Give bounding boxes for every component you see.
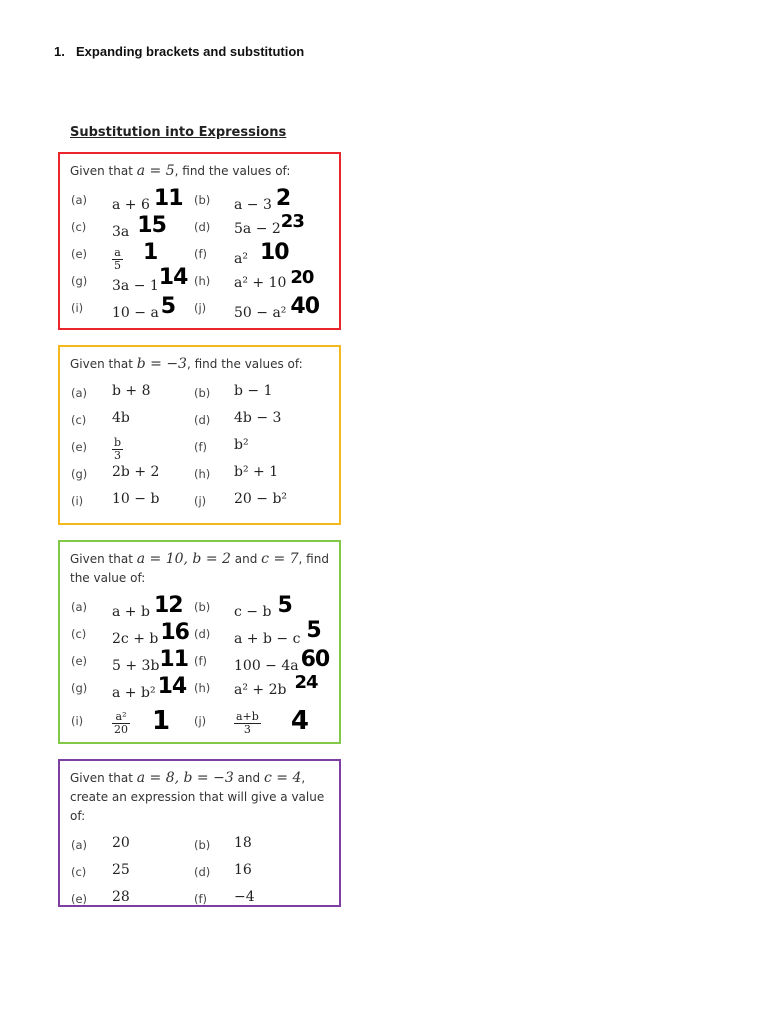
question-label: (b) — [194, 838, 211, 852]
question-box-create-expression — [58, 759, 341, 907]
prompt-math: c = 4 — [263, 770, 302, 786]
target-value: 18 — [234, 835, 252, 851]
expression-text: a² — [234, 251, 248, 267]
handwritten-answer: 14 — [158, 265, 188, 290]
question-row — [70, 859, 339, 886]
prompt-text: Given that — [70, 357, 137, 371]
expression-text: 2c + b — [112, 631, 159, 647]
target-value: −4 — [234, 889, 255, 905]
expression — [112, 674, 187, 703]
expression-text: c − b — [234, 604, 272, 620]
expression-text: 100 − 4a — [234, 658, 299, 674]
box-prompt — [70, 355, 339, 374]
question-label: (g) — [71, 467, 88, 481]
expression — [234, 294, 320, 323]
denominator: 3 — [243, 722, 251, 736]
prompt-math: a = 5 — [136, 163, 175, 179]
question-row — [70, 295, 339, 322]
target-value: 20 — [112, 835, 130, 851]
prompt-math: c = 7 — [261, 551, 299, 567]
question-label: (c) — [71, 220, 87, 234]
prompt-text: and — [233, 771, 264, 785]
question-label: (e) — [71, 654, 88, 668]
question-label: (d) — [194, 627, 211, 641]
expression — [234, 267, 314, 292]
expression-text: a + b — [112, 604, 150, 620]
question-row — [70, 488, 339, 515]
prompt-text: , find the values of: — [186, 357, 303, 371]
target-value: 25 — [112, 862, 130, 878]
question-label: (a) — [71, 193, 88, 207]
handwritten-answer: 5 — [160, 294, 176, 319]
numerator: a+b — [236, 709, 259, 723]
question-label: (a) — [71, 600, 88, 614]
handwritten-answer: 23 — [280, 211, 304, 232]
expression-text: a² + 2b — [234, 682, 287, 698]
question-row — [70, 618, 339, 648]
question-row — [70, 648, 339, 675]
question-label: (f) — [194, 892, 208, 906]
expression — [112, 620, 189, 649]
question-row — [70, 265, 339, 295]
expression-text: 3a — [112, 224, 130, 240]
expression — [112, 213, 166, 242]
prompt-text: , find the values of: — [174, 164, 291, 178]
fraction — [112, 711, 130, 736]
fraction — [234, 711, 261, 736]
prompt-math: a = 10, b = 2 — [136, 551, 231, 567]
handwritten-answer: 4 — [290, 706, 308, 736]
handwritten-answer: 2 — [275, 186, 291, 211]
handwritten-answer: 60 — [300, 647, 330, 672]
prompt-text: , find the value of: — [70, 552, 329, 585]
section-heading — [54, 44, 304, 59]
question-label: (c) — [71, 865, 87, 879]
expression: 4b — [112, 410, 130, 426]
question-label: (j) — [194, 494, 207, 508]
question-label: (g) — [71, 274, 88, 288]
expression-text: a² + 10 — [234, 275, 287, 291]
numerator: b — [114, 436, 122, 449]
question-row — [70, 407, 339, 434]
numerator: a — [112, 247, 123, 260]
question-row — [70, 672, 339, 702]
handwritten-answer: 1 — [152, 706, 170, 736]
numerator: a² — [112, 711, 130, 724]
expression-text: a − 3 — [234, 197, 272, 213]
expression: 10 − b — [112, 491, 160, 507]
prompt-text: Given that — [70, 552, 137, 566]
handwritten-answer: 10 — [259, 240, 289, 265]
denominator: 5 — [114, 258, 121, 272]
expression — [112, 437, 123, 462]
question-label: (d) — [194, 220, 211, 234]
expression-text: a + b² — [112, 685, 156, 701]
question-label: (j) — [194, 714, 207, 728]
expression — [234, 211, 304, 238]
question-label: (d) — [194, 865, 211, 879]
expression: 20 − b² — [234, 491, 288, 507]
section-title: Expanding brackets and substitution — [76, 44, 305, 59]
question-label: (a) — [71, 838, 88, 852]
question-label: (b) — [194, 600, 211, 614]
question-label: (c) — [71, 413, 87, 427]
handwritten-answer: 40 — [290, 294, 320, 319]
handwritten-answer: 11 — [159, 647, 189, 672]
expression-text: a + 6 — [112, 197, 150, 213]
question-row — [70, 240, 339, 272]
prompt-math: b = −3 — [136, 356, 187, 372]
expression — [112, 186, 183, 215]
question-label: (f) — [194, 654, 208, 668]
question-label: (h) — [194, 274, 211, 288]
question-label: (h) — [194, 467, 211, 481]
expression — [234, 240, 289, 269]
handwritten-answer: 1 — [143, 240, 158, 265]
expression — [112, 593, 183, 622]
question-row — [70, 434, 339, 461]
question-label: (f) — [194, 247, 208, 261]
expression — [112, 704, 170, 736]
question-row — [70, 461, 339, 488]
prompt-text: Given that — [70, 771, 137, 785]
prompt-text: , create an expression that will give a value of: — [70, 771, 325, 823]
expression-text: 5 + 3b — [112, 658, 160, 674]
question-box-a10-b2-c7 — [58, 540, 341, 744]
question-label: (g) — [71, 681, 88, 695]
handwritten-answer: 24 — [294, 672, 318, 693]
section-number: 1. — [54, 44, 65, 59]
denominator: 20 — [114, 722, 128, 736]
target-value: 16 — [234, 862, 252, 878]
expression — [234, 704, 308, 736]
question-label: (e) — [71, 892, 88, 906]
question-label: (d) — [194, 413, 211, 427]
expression — [234, 593, 292, 622]
question-label: (c) — [71, 627, 87, 641]
question-label: (a) — [71, 386, 88, 400]
question-row — [70, 702, 339, 742]
expression — [112, 265, 188, 296]
handwritten-answer: 12 — [153, 593, 183, 618]
question-label: (j) — [194, 301, 207, 315]
handwritten-answer: 15 — [137, 213, 166, 238]
expression: b² — [234, 437, 249, 453]
question-box-b-equals-minus-3 — [58, 345, 341, 525]
question-label: (b) — [194, 386, 211, 400]
question-row — [70, 886, 339, 913]
question-label: (h) — [194, 681, 211, 695]
question-label: (e) — [71, 247, 88, 261]
expression-text: 10 − a — [112, 305, 159, 321]
expression — [234, 672, 318, 699]
question-label: (f) — [194, 440, 208, 454]
expression-text: a + b − c — [234, 631, 301, 647]
expression: b − 1 — [234, 383, 273, 399]
box-prompt — [70, 769, 339, 826]
handwritten-answer: 14 — [157, 674, 187, 699]
box-prompt — [70, 550, 339, 588]
expression — [112, 294, 176, 323]
question-row — [70, 380, 339, 407]
expression — [234, 186, 291, 215]
handwritten-answer: 5 — [277, 593, 292, 618]
expression-text: 50 − a² — [234, 305, 287, 321]
question-row — [70, 187, 339, 214]
question-row — [70, 832, 339, 859]
question-row — [70, 211, 339, 241]
question-label: (e) — [71, 440, 88, 454]
expression-text: 5a − 2 — [234, 221, 281, 237]
expression: 4b − 3 — [234, 410, 282, 426]
box-prompt — [70, 162, 339, 181]
denominator: 3 — [114, 449, 122, 462]
question-label: (b) — [194, 193, 211, 207]
target-value: 28 — [112, 889, 130, 905]
expression: 2b + 2 — [112, 464, 160, 480]
worksheet-title: Substitution into Expressions — [70, 125, 287, 140]
fraction — [112, 437, 123, 462]
question-label: (i) — [71, 714, 84, 728]
expression-text: 3a − 1 — [112, 278, 159, 294]
expression: b + 8 — [112, 383, 151, 399]
handwritten-answer: 20 — [290, 267, 314, 288]
handwritten-answer: 11 — [153, 186, 183, 211]
prompt-math: a = 8, b = −3 — [136, 770, 234, 786]
question-label: (i) — [71, 494, 84, 508]
expression — [234, 618, 321, 649]
question-row — [70, 594, 339, 621]
handwritten-answer: 16 — [160, 620, 189, 645]
question-label: (i) — [71, 301, 84, 315]
expression — [112, 647, 189, 676]
expression: b² + 1 — [234, 464, 279, 480]
prompt-text: and — [230, 552, 262, 566]
handwritten-answer: 5 — [306, 618, 321, 643]
prompt-text: Given that — [70, 164, 137, 178]
question-box-a-equals-5 — [58, 152, 341, 330]
